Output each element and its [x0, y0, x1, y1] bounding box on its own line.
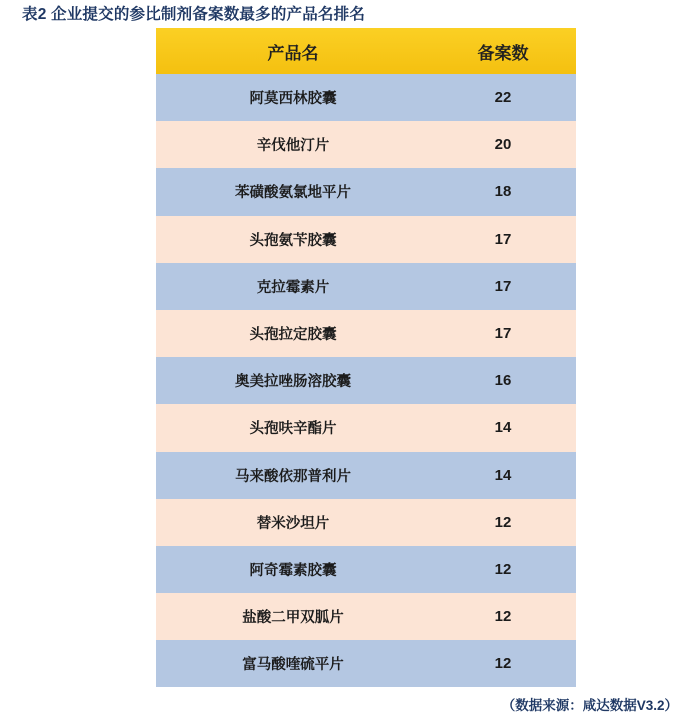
table-header	[156, 28, 576, 74]
cell-product-name: 头孢呋辛酯片	[156, 404, 430, 451]
table-row	[156, 121, 576, 168]
cell-filing-count: 16	[430, 357, 576, 404]
table-row	[156, 263, 576, 310]
cell-product-name: 盐酸二甲双胍片	[156, 593, 430, 640]
page-title: 表2 企业提交的参比制剂备案数最多的产品名排名	[22, 6, 366, 23]
table-row	[156, 452, 576, 499]
table-row	[156, 499, 576, 546]
cell-product-name: 奥美拉唑肠溶胶囊	[156, 357, 430, 404]
cell-product-name: 头孢拉定胶囊	[156, 310, 430, 357]
cell-filing-count: 12	[430, 499, 576, 546]
table-row	[156, 310, 576, 357]
cell-product-name: 替米沙坦片	[156, 499, 430, 546]
source-note: （数据来源：咸达数据V3.2）	[501, 698, 678, 713]
table-row	[156, 357, 576, 404]
table-row	[156, 593, 576, 640]
cell-product-name: 辛伐他汀片	[156, 121, 430, 168]
cell-product-name: 富马酸喹硫平片	[156, 640, 430, 687]
cell-product-name: 苯磺酸氨氯地平片	[156, 168, 430, 215]
ranking-table	[156, 28, 576, 687]
cell-filing-count: 14	[430, 452, 576, 499]
cell-product-name: 克拉霉素片	[156, 263, 430, 310]
cell-filing-count: 14	[430, 404, 576, 451]
table-row	[156, 168, 576, 215]
table-row	[156, 546, 576, 593]
cell-filing-count: 17	[430, 216, 576, 263]
table-header-row	[156, 28, 576, 74]
cell-filing-count: 17	[430, 310, 576, 357]
ranking-table-container	[156, 28, 576, 687]
cell-product-name: 阿莫西林胶囊	[156, 74, 430, 121]
cell-filing-count: 12	[430, 640, 576, 687]
cell-filing-count: 18	[430, 168, 576, 215]
table-row	[156, 640, 576, 687]
table-row	[156, 216, 576, 263]
column-header-filing-count: 备案数	[430, 28, 576, 74]
cell-filing-count: 12	[430, 593, 576, 640]
cell-filing-count: 17	[430, 263, 576, 310]
table-row	[156, 74, 576, 121]
cell-filing-count: 22	[430, 74, 576, 121]
cell-product-name: 头孢氨苄胶囊	[156, 216, 430, 263]
cell-product-name: 阿奇霉素胶囊	[156, 546, 430, 593]
table-row	[156, 404, 576, 451]
column-header-product-name: 产品名	[156, 28, 430, 74]
cell-filing-count: 20	[430, 121, 576, 168]
cell-filing-count: 12	[430, 546, 576, 593]
table-body	[156, 74, 576, 687]
cell-product-name: 马来酸依那普利片	[156, 452, 430, 499]
